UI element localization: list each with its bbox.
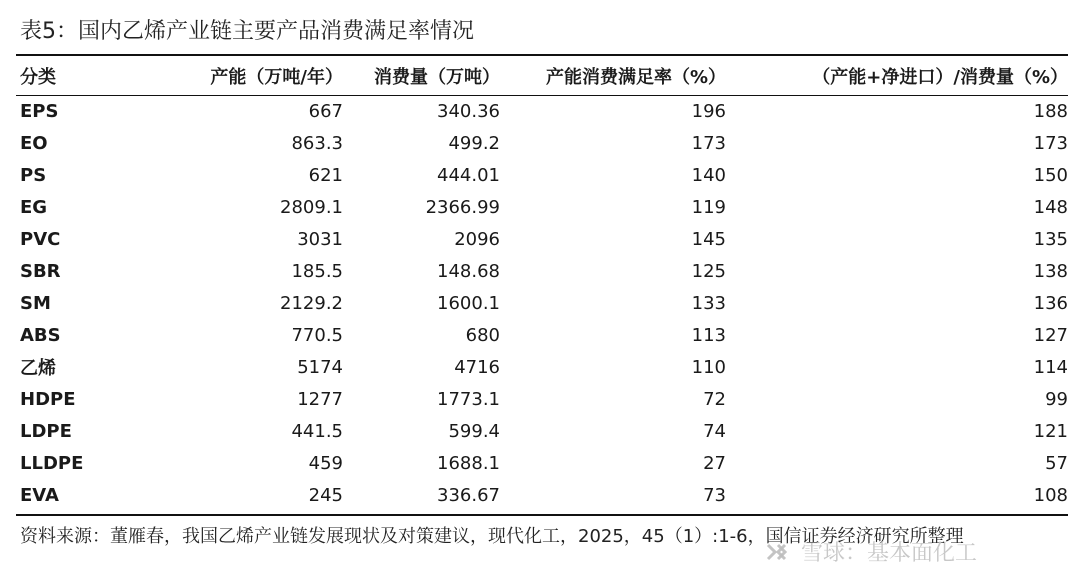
- cell-capacity-import-ratio: 99: [1045, 388, 1068, 410]
- cell-category: LDPE: [20, 420, 72, 442]
- cell-capacity: 667: [308, 100, 343, 122]
- cell-capacity-import-ratio: 121: [1033, 420, 1068, 442]
- cell-satisfaction-rate: 74: [703, 420, 726, 442]
- cell-category: ABS: [20, 324, 61, 346]
- cell-consumption: 148.68: [437, 260, 500, 282]
- cell-category: HDPE: [20, 388, 76, 410]
- cell-satisfaction-rate: 196: [691, 100, 726, 122]
- table-row: [16, 351, 1076, 383]
- cell-capacity-import-ratio: 136: [1033, 292, 1068, 314]
- table-row: [16, 255, 1076, 287]
- table-row: [16, 95, 1076, 127]
- table-row: [16, 159, 1076, 191]
- cell-satisfaction-rate: 110: [691, 356, 726, 378]
- cell-capacity-import-ratio: 173: [1033, 132, 1068, 154]
- cell-capacity: 621: [308, 164, 343, 186]
- cell-category: EVA: [20, 484, 59, 506]
- cell-capacity-import-ratio: 57: [1045, 452, 1068, 474]
- watermark-text: 雪球：基本面化工: [801, 541, 978, 566]
- header-capacity-import-ratio: （产能+净进口）/消费量（%）: [812, 66, 1068, 88]
- cell-category: EO: [20, 132, 48, 154]
- cell-capacity: 459: [308, 452, 343, 474]
- cell-category: EPS: [20, 100, 59, 122]
- cell-satisfaction-rate: 140: [691, 164, 726, 186]
- cell-consumption: 499.2: [448, 132, 500, 154]
- cell-consumption: 340.36: [437, 100, 500, 122]
- cell-capacity-import-ratio: 114: [1033, 356, 1068, 378]
- cell-category: SBR: [20, 260, 61, 282]
- cell-consumption: 599.4: [448, 420, 500, 442]
- cell-capacity: 5174: [297, 356, 343, 378]
- cell-capacity: 245: [308, 484, 343, 506]
- cell-satisfaction-rate: 73: [703, 484, 726, 506]
- cell-satisfaction-rate: 133: [691, 292, 726, 314]
- data-table: [16, 56, 1076, 511]
- cell-category: PS: [20, 164, 47, 186]
- cell-capacity-import-ratio: 148: [1033, 196, 1068, 218]
- cell-consumption: 1688.1: [437, 452, 500, 474]
- cell-consumption: 2366.99: [425, 196, 500, 218]
- cell-consumption: 1773.1: [437, 388, 500, 410]
- cell-satisfaction-rate: 119: [691, 196, 726, 218]
- cell-consumption: 4716: [454, 356, 500, 378]
- cell-satisfaction-rate: 113: [691, 324, 726, 346]
- cell-consumption: 2096: [454, 228, 500, 250]
- cell-capacity: 770.5: [291, 324, 343, 346]
- cell-capacity-import-ratio: 135: [1033, 228, 1068, 250]
- table-row: [16, 223, 1076, 255]
- table-row: [16, 383, 1076, 415]
- cell-consumption: 444.01: [437, 164, 500, 186]
- table-row: [16, 415, 1076, 447]
- cell-consumption: 680: [465, 324, 500, 346]
- cell-consumption: 336.67: [437, 484, 500, 506]
- cell-capacity: 3031: [297, 228, 343, 250]
- cell-capacity: 1277: [297, 388, 343, 410]
- table-row: [16, 479, 1076, 511]
- table-header-row: [16, 56, 1076, 95]
- cell-satisfaction-rate: 72: [703, 388, 726, 410]
- header-capacity: 产能（万吨/年）: [210, 66, 343, 88]
- header-satisfaction-rate: 产能消费满足率（%）: [545, 66, 726, 88]
- cell-capacity: 441.5: [291, 420, 343, 442]
- header-category: 分类: [20, 66, 56, 88]
- cell-capacity: 863.3: [291, 132, 343, 154]
- cell-capacity: 2129.2: [280, 292, 343, 314]
- cell-satisfaction-rate: 173: [691, 132, 726, 154]
- snowball-logo-icon: [765, 541, 795, 563]
- watermark: [765, 536, 977, 567]
- table-row: [16, 127, 1076, 159]
- cell-satisfaction-rate: 145: [691, 228, 726, 250]
- cell-category: EG: [20, 196, 48, 218]
- cell-satisfaction-rate: 125: [691, 260, 726, 282]
- cell-capacity-import-ratio: 150: [1033, 164, 1068, 186]
- header-consumption: 消费量（万吨）: [374, 66, 500, 88]
- cell-category: PVC: [20, 228, 61, 250]
- cell-capacity: 185.5: [291, 260, 343, 282]
- cell-capacity-import-ratio: 138: [1033, 260, 1068, 282]
- table-row: [16, 319, 1076, 351]
- cell-capacity-import-ratio: 188: [1033, 100, 1068, 122]
- cell-consumption: 1600.1: [437, 292, 500, 314]
- cell-category: 乙烯: [20, 358, 56, 379]
- cell-category: SM: [20, 292, 51, 314]
- table-title: 表5：国内乙烯产业链主要产品消费满足率情况: [20, 19, 474, 44]
- cell-satisfaction-rate: 27: [703, 452, 726, 474]
- table-row: [16, 287, 1076, 319]
- cell-capacity: 2809.1: [280, 196, 343, 218]
- table-row: [16, 191, 1076, 223]
- table-row: [16, 447, 1076, 479]
- cell-capacity-import-ratio: 127: [1033, 324, 1068, 346]
- bottom-rule: [16, 514, 1068, 516]
- source-note: 资料来源：董雁春，我国乙烯产业链发展现状及对策建议，现代化工，2025，45（1）:1-6，国信证券经济研究所整理: [20, 526, 964, 547]
- cell-capacity-import-ratio: 108: [1033, 484, 1068, 506]
- cell-category: LLDPE: [20, 452, 84, 474]
